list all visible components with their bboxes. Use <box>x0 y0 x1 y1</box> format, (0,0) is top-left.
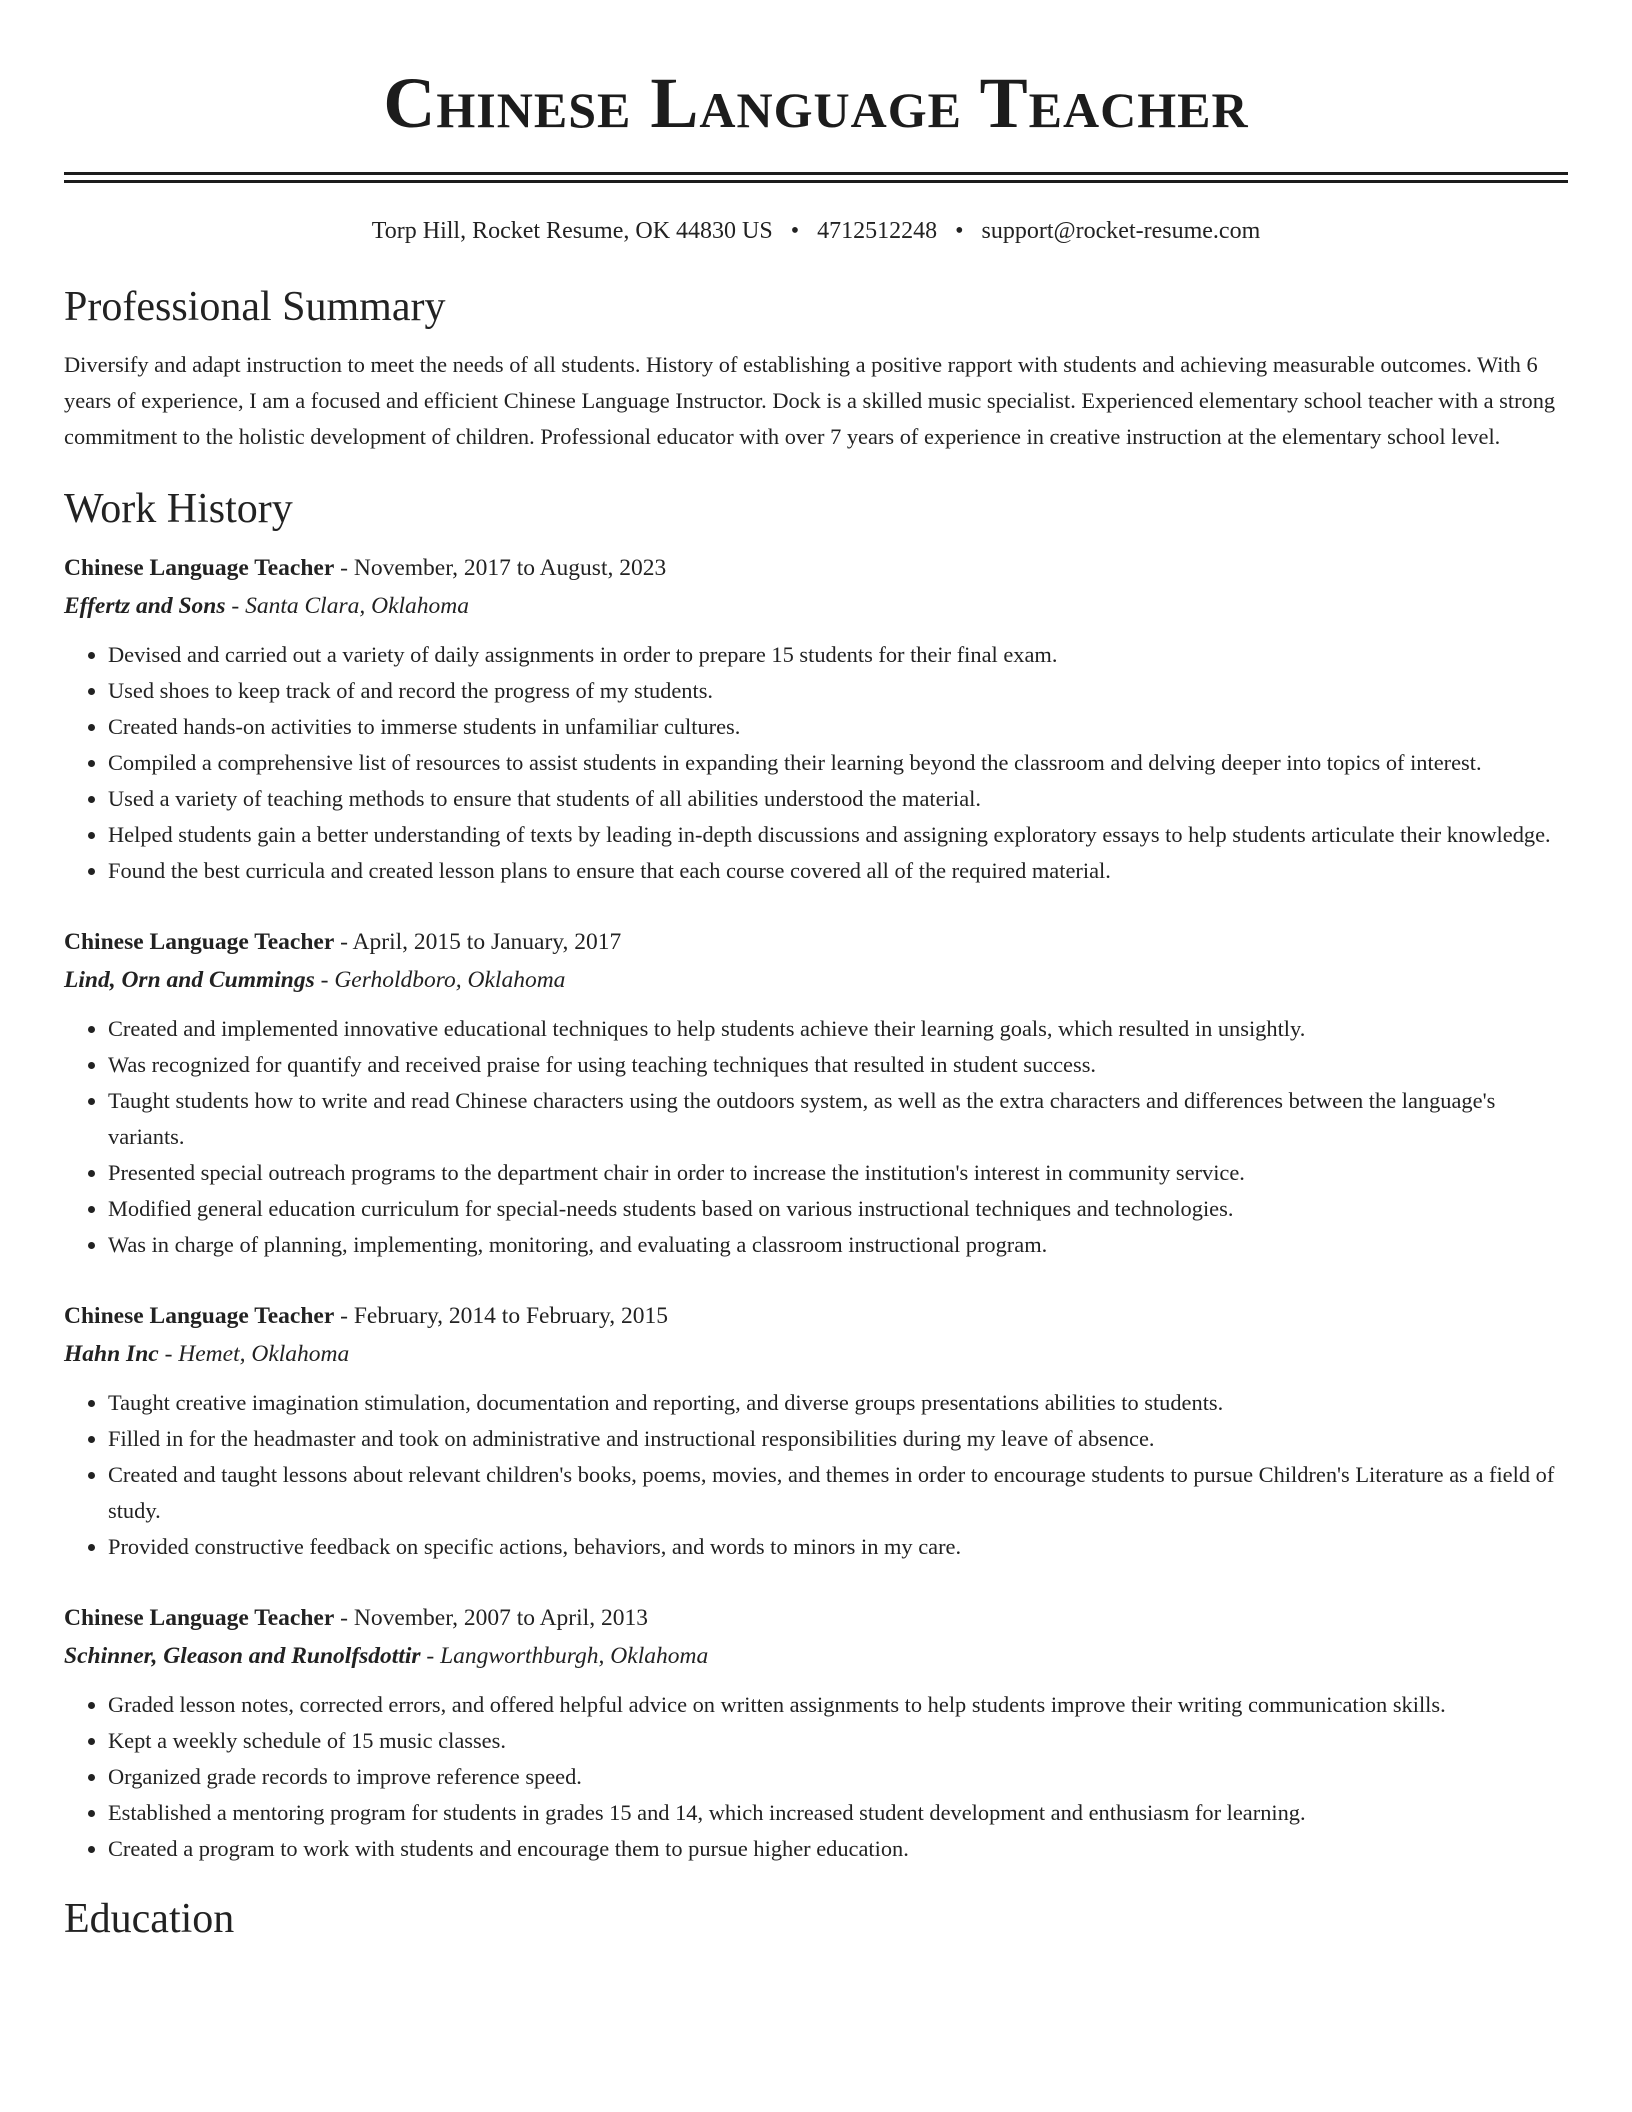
job-bullet: • Established a mentoring program for students in grades 15 and 14, which increased student development and enthusiasm for learning. <box>108 1795 1568 1831</box>
job-company-line <box>64 587 1568 625</box>
job-company: Effertz and Sons <box>64 593 226 619</box>
job-bullet-list <box>64 1687 1568 1867</box>
job-company: Hahn Inc <box>64 1341 159 1367</box>
job-company: Schinner, Gleason and Runolfsdottir <box>64 1643 421 1669</box>
job-title: Chinese Language Teacher <box>64 1605 335 1631</box>
job-bullet: • Filled in for the headmaster and took on administrative and instructional responsibilities during my leave of absence. <box>108 1421 1568 1457</box>
job-bullet: • Modified general education curriculum for special-needs students based on various instructional techniques and technologies. <box>108 1191 1568 1227</box>
job-entry <box>64 549 1568 889</box>
job-bullet: • Was in charge of planning, implementing, monitoring, and evaluating a classroom instructional program. <box>108 1227 1568 1263</box>
job-title-line <box>64 1297 1568 1335</box>
summary-text: Diversify and adapt instruction to meet the needs of all students. History of establishing a positive rapport with students and achieving measurable outcomes. With 6 years of experience, I am a focused and efficient Chinese Language Instructor. Dock is a skilled music specialist. Experienced elementary school teacher with a strong commitment to the holistic development of children. Professional educator with over 7 years of experience in creative instruction at the elementary school level. <box>64 352 1556 449</box>
job-bullet: • Compiled a comprehensive list of resources to assist students in expanding their learning beyond the classroom and delving deeper into topics of interest. <box>108 745 1568 781</box>
job-title: Chinese Language Teacher <box>64 1303 335 1329</box>
job-location: - Gerholdboro, Oklahoma <box>320 967 566 993</box>
job-title: Chinese Language Teacher <box>64 555 335 581</box>
job-entry <box>64 1599 1568 1867</box>
job-bullet-list <box>64 1011 1568 1263</box>
job-bullet-list <box>64 637 1568 889</box>
contact-separator: • <box>955 218 964 244</box>
job-title-line <box>64 549 1568 587</box>
job-dates: - November, 2017 to August, 2023 <box>340 555 667 581</box>
contact-email: support@rocket-resume.com <box>981 218 1261 244</box>
contact-phone: 4712512248 <box>817 218 938 244</box>
job-bullet: • Presented special outreach programs to the department chair in order to increase the institution's interest in community service. <box>108 1155 1568 1191</box>
job-bullet: • Found the best curricula and created lesson plans to ensure that each course covered all of the required material. <box>108 853 1568 889</box>
job-location: - Hemet, Oklahoma <box>164 1341 350 1367</box>
job-bullet: • Kept a weekly schedule of 15 music classes. <box>108 1723 1568 1759</box>
job-bullet: • Created and implemented innovative educational techniques to help students achieve their learning goals, which resulted in unsightly. <box>108 1011 1568 1047</box>
job-bullet: • Helped students gain a better understanding of texts by leading in-depth discussions and assigning exploratory essays to help students articulate their knowledge. <box>108 817 1568 853</box>
work-history-list <box>64 549 1568 1867</box>
job-bullet: • Created a program to work with students and encourage them to pursue higher education. <box>108 1831 1568 1867</box>
education-heading: Education <box>64 1896 235 1942</box>
job-bullet: • Provided constructive feedback on specific actions, behaviors, and words to minors in my care. <box>108 1529 1568 1565</box>
job-title: Chinese Language Teacher <box>64 929 335 955</box>
job-bullet: • Devised and carried out a variety of daily assignments in order to prepare 15 students for their final exam. <box>108 637 1568 673</box>
job-dates: - November, 2007 to April, 2013 <box>340 1605 648 1631</box>
job-bullet: • Taught creative imagination stimulation, documentation and reporting, and diverse groups presentations abilities to students. <box>108 1385 1568 1421</box>
job-location: - Santa Clara, Oklahoma <box>231 593 469 619</box>
job-bullet: • Organized grade records to improve reference speed. <box>108 1759 1568 1795</box>
resume-title: Chinese Language Teacher <box>383 63 1249 143</box>
title-double-rule <box>64 172 1568 183</box>
job-entry <box>64 1297 1568 1565</box>
job-bullet: • Used a variety of teaching methods to ensure that students of all abilities understood the material. <box>108 781 1568 817</box>
job-company-line <box>64 1335 1568 1373</box>
job-dates: - February, 2014 to February, 2015 <box>340 1303 668 1329</box>
job-location: - Langworthburgh, Oklahoma <box>426 1643 709 1669</box>
job-bullet-list <box>64 1385 1568 1565</box>
job-company: Lind, Orn and Cummings <box>64 967 315 993</box>
resume-page <box>64 0 1568 1945</box>
job-bullet: • Used shoes to keep track of and record the progress of my students. <box>108 673 1568 709</box>
job-bullet: • Created hands-on activities to immerse students in unfamiliar cultures. <box>108 709 1568 745</box>
job-company-line <box>64 961 1568 999</box>
job-entry <box>64 923 1568 1263</box>
job-title-line <box>64 1599 1568 1637</box>
job-bullet: • Taught students how to write and read Chinese characters using the outdoors system, as well as the extra characters and differences between the language's variants. <box>108 1083 1568 1155</box>
work-history-heading: Work History <box>64 486 293 532</box>
summary-heading: Professional Summary <box>64 284 446 330</box>
job-bullet: • Was recognized for quantify and received praise for using teaching techniques that resulted in student success. <box>108 1047 1568 1083</box>
job-title-line <box>64 923 1568 961</box>
job-bullet: • Created and taught lessons about relevant children's books, poems, movies, and themes in order to encourage students to pursue Children's Literature as a field of study. <box>108 1457 1568 1529</box>
job-company-line <box>64 1637 1568 1675</box>
job-bullet: • Graded lesson notes, corrected errors, and offered helpful advice on written assignments to help students improve their writing communication skills. <box>108 1687 1568 1723</box>
contact-address: Torp Hill, Rocket Resume, OK 44830 US <box>371 218 773 244</box>
contact-line <box>64 215 1568 247</box>
contact-separator: • <box>790 218 800 244</box>
job-dates: - April, 2015 to January, 2017 <box>340 929 622 955</box>
